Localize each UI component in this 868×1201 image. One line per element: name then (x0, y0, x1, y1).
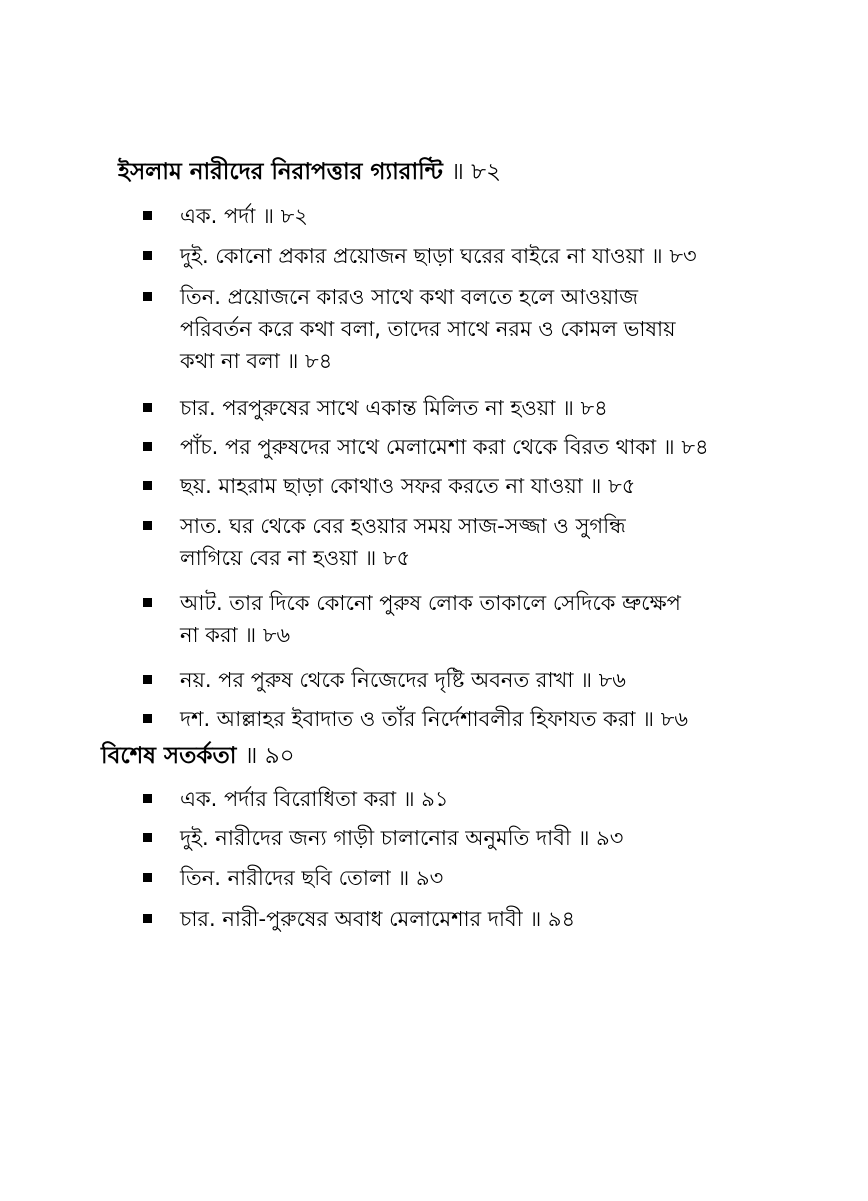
square-bullet-icon (143, 794, 152, 803)
square-bullet-icon (143, 481, 152, 490)
list-item-line: লাগিয়ে বের না হওয়া ॥ ৮৫ (180, 546, 411, 570)
section-heading-title: বিশেষ সতর্কতা (101, 743, 237, 769)
list-item-line: দুই. নারীদের জন্য গাড়ী চালানোর অনুমতি দাবী ॥ ৯৩ (180, 826, 624, 850)
square-bullet-icon (143, 521, 152, 530)
list-item-line: তিন. প্রয়োজনে কারও সাথে কথা বলতে হলে আওয়াজ (180, 285, 639, 309)
list-item-line: ছয়. মাহরাম ছাড়া কোথাও সফর করতে না যাওয়া ॥ ৮৫ (180, 474, 636, 498)
list-item-line: এক. পর্দার বিরোধিতা করা ॥ ৯১ (180, 787, 449, 811)
list-item-line: সাত. ঘর থেকে বের হওয়ার সময় সাজ-সজ্জা ও সুগন্ধি (180, 514, 626, 538)
section-heading-title: ইসলাম নারীদের নিরাপত্তার গ্যারান্টি (118, 159, 443, 185)
square-bullet-icon (143, 914, 152, 923)
square-bullet-icon (143, 292, 152, 301)
square-bullet-icon (143, 251, 152, 260)
list-item-line: পাঁচ. পর পুরুষদের সাথে মেলামেশা করা থেকে বিরত থাকা ॥ ৮৪ (180, 435, 709, 459)
square-bullet-icon (143, 403, 152, 412)
square-bullet-icon (143, 833, 152, 842)
square-bullet-icon (143, 442, 152, 451)
list-item-line: দুই. কোনো প্রকার প্রয়োজন ছাড়া ঘরের বাইরে না যাওয়া ॥ ৮৩ (180, 244, 697, 268)
section-heading-page: ৮২ (471, 159, 502, 185)
list-item-line: তিন. নারীদের ছবি তোলা ॥ ৯৩ (180, 866, 444, 890)
list-item-line: নয়. পর পুরুষ থেকে নিজেদের দৃষ্টি অবনত রাখা ॥ ৮৬ (180, 668, 626, 692)
square-bullet-icon (143, 873, 152, 882)
square-bullet-icon (143, 675, 152, 684)
list-item-line: পরিবর্তন করে কথা বলা, তাদের সাথে নরম ও কোমল ভাষায় (180, 317, 676, 341)
square-bullet-icon (143, 211, 152, 220)
section-heading-1: ইসলাম নারীদের নিরাপত্তার গ্যারান্টি ॥ ৮২ (118, 159, 502, 185)
list-item-line: না করা ॥ ৮৬ (180, 623, 291, 647)
list-item-line: এক. পর্দা ॥ ৮২ (180, 204, 308, 228)
list-item-line: কথা না বলা ॥ ৮৪ (180, 349, 333, 373)
list-item-line: চার. নারী-পুরুষের অবাধ মেলামেশার দাবী ॥ ৯৪ (180, 907, 576, 931)
section-heading-page: ৯০ (264, 743, 295, 769)
square-bullet-icon (143, 714, 152, 723)
list-item-line: দশ. আল্লাহর ইবাদাত ও তাঁর নির্দেশাবলীর হিফাযত করা ॥ ৮৬ (180, 707, 688, 731)
list-item-line: আট. তার দিকে কোনো পুরুষ লোক তাকালে সেদিকে ভ্রুক্ষেপ (180, 591, 681, 615)
list-item-line: চার. পরপুরুষের সাথে একান্ত মিলিত না হওয়া ॥ ৮৪ (180, 396, 608, 420)
section-heading-2: বিশেষ সতর্কতা ॥ ৯০ (101, 743, 295, 769)
square-bullet-icon (143, 598, 152, 607)
